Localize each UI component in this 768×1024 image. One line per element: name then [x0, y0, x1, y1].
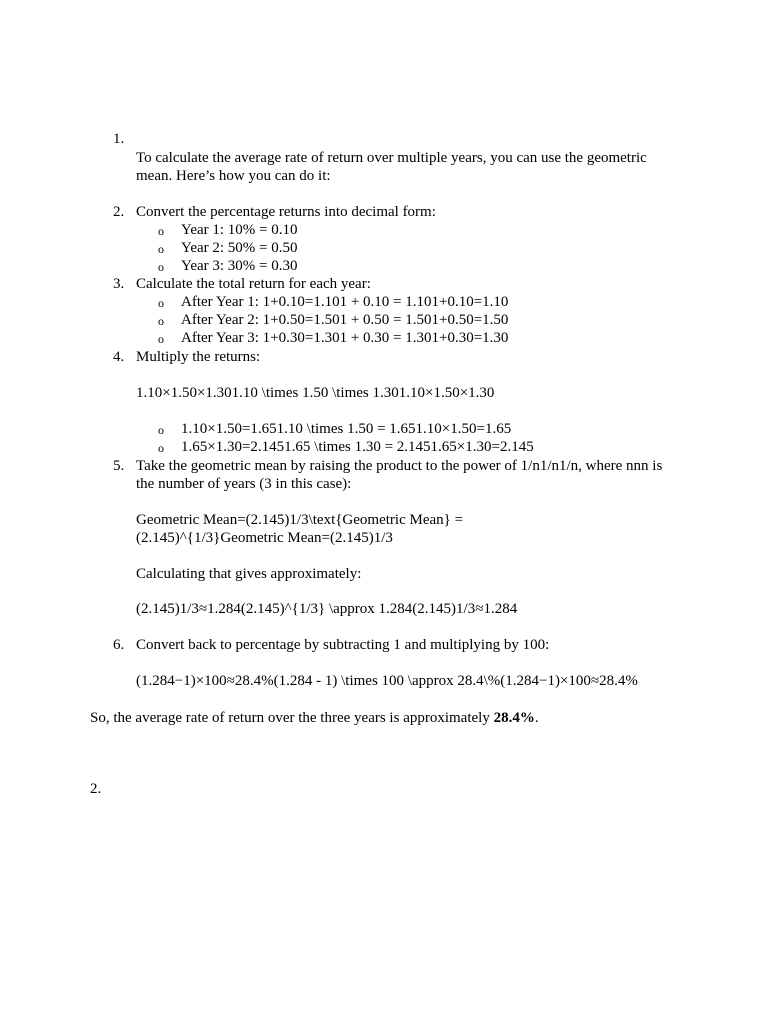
bullet-marker: o — [158, 260, 164, 274]
item-4-formula: 1.10×1.50×1.301.10 \times 1.50 \times 1.301.10×1.50×1.30 — [136, 385, 495, 401]
summary-suffix: . — [534, 710, 539, 726]
summary-result: 28.4% — [493, 710, 535, 726]
item-4-number: 4. — [113, 349, 125, 365]
item-4-bullet-1: 1.10×1.50=1.651.10 \times 1.50 = 1.651.10×1.50=1.65 — [181, 421, 512, 437]
item-5-calc-formula: (2.145)1/3≈1.284(2.145)^{1/3} \approx 1.284(2.145)1/3≈1.284 — [136, 601, 518, 617]
item-5-formula-line-2: (2.145)^{1/3}Geometric Mean=(2.145)1/3 — [136, 530, 393, 546]
bullet-marker: o — [158, 242, 164, 256]
item-4-bullet-2: 1.65×1.30=2.1451.65 \times 1.30 = 2.1451.65×1.30=2.145 — [181, 439, 534, 455]
item-3-bullet-1: After Year 1: 1+0.10=1.101 + 0.10 = 1.101+0.10=1.10 — [181, 294, 509, 310]
item-3-text: Calculate the total return for each year: — [136, 276, 371, 292]
item-5-number: 5. — [113, 458, 125, 474]
bullet-marker: o — [158, 423, 164, 437]
item-5-line-1: Take the geometric mean by raising the product to the power of 1/n1/n1/n, where nnn is — [136, 458, 663, 474]
item-2-bullet-1: Year 1: 10% = 0.10 — [181, 222, 298, 238]
item-1-number: 1. — [113, 131, 125, 147]
bullet-marker: o — [158, 441, 164, 455]
next-item-number: 2. — [90, 781, 102, 797]
item-2-text: Convert the percentage returns into decimal form: — [136, 204, 436, 220]
item-1-line-2: mean. Here’s how you can do it: — [136, 168, 331, 184]
bullet-marker: o — [158, 224, 164, 238]
bullet-marker: o — [158, 296, 164, 310]
item-3-bullet-3: After Year 3: 1+0.30=1.301 + 0.30 = 1.301+0.30=1.30 — [181, 330, 509, 346]
item-1-line-1: To calculate the average rate of return over multiple years, you can use the geometric — [136, 150, 647, 166]
item-2-number: 2. — [113, 204, 125, 220]
item-6-text: Convert back to percentage by subtracting 1 and multiplying by 100: — [136, 637, 550, 653]
summary-prefix: So, the average rate of return over the three years is approximately — [90, 710, 494, 726]
bullet-marker: o — [158, 332, 164, 346]
item-6-number: 6. — [113, 637, 125, 653]
item-3-bullet-2: After Year 2: 1+0.50=1.501 + 0.50 = 1.501+0.50=1.50 — [181, 312, 509, 328]
item-5-line-2: the number of years (3 in this case): — [136, 476, 352, 492]
item-6-formula: (1.284−1)×100≈28.4%(1.284 - 1) \times 100 \approx 28.4\%(1.284−1)×100≈28.4% — [136, 673, 638, 689]
item-4-text: Multiply the returns: — [136, 349, 261, 365]
item-2-bullet-2: Year 2: 50% = 0.50 — [181, 240, 298, 256]
item-2-bullet-3: Year 3: 30% = 0.30 — [181, 258, 298, 274]
item-5-calc-text: Calculating that gives approximately: — [136, 566, 362, 582]
item-3-number: 3. — [113, 276, 125, 292]
bullet-marker: o — [158, 314, 164, 328]
item-5-formula-line-1: Geometric Mean=(2.145)1/3\text{Geometric Mean} = — [136, 512, 464, 528]
summary-paragraph — [90, 709, 539, 727]
